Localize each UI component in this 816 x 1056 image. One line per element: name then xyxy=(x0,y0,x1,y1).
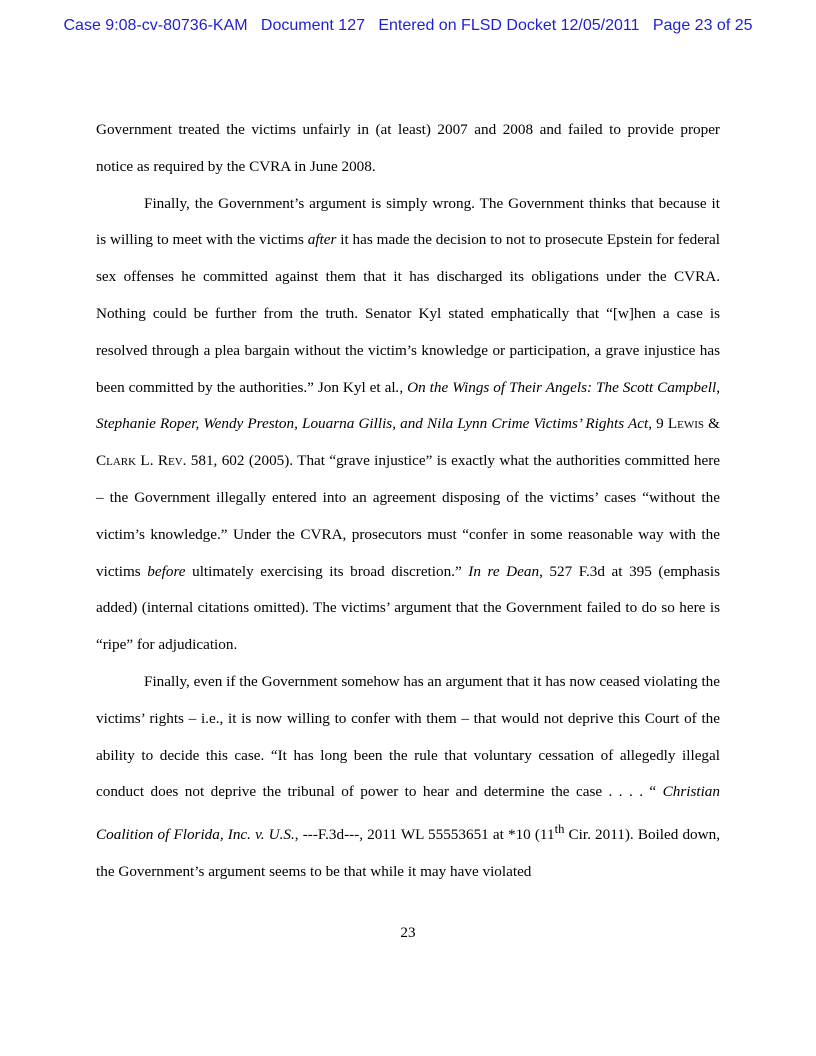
paragraph-3 xyxy=(96,664,720,891)
journal-rev: Rev xyxy=(157,452,183,470)
document-body xyxy=(96,112,720,891)
paragraph-2-text-3: , 9 xyxy=(648,415,668,433)
case-header: Case 9:08-cv-80736-KAM Document 127 Entered on FLSD Docket 12/05/2011 Page 23 of 25 xyxy=(63,17,753,34)
page-number: 23 xyxy=(400,924,416,941)
paragraph-3-text-1: Finally, even if the Government somehow has an argument that it has now ceased violating the victims’ rights – i.e., it is now willing to confer with them – that would not deprive this Court of the ability to decide this case. “It has long been the rule that voluntary cessation of allegedly illegal conduct does not deprive the tribunal of power to hear and determine the case . . . . “ xyxy=(96,672,720,801)
paragraph-3-text-3: Cir. 2011). Boiled down, the Government’s argument seems to be that while it may have violated xyxy=(96,826,720,880)
journal-lewis: Lewis xyxy=(667,415,705,433)
paragraph-2-text-4: & xyxy=(704,415,720,433)
journal-clark: Clark xyxy=(96,452,137,470)
paragraph-2-text-8: , 527 F.3d at 395 (emphasis added) (internal citations omitted). The victims’ argument that the Government failed to do so here is “ripe” for adjudication. xyxy=(96,562,721,654)
paragraph-1-text-1: Government treated the victims unfairly in (at least) 2007 and 2008 and failed to provide proper notice as required by the CVRA in June 2008. xyxy=(96,121,720,175)
paragraph-1 xyxy=(96,112,720,186)
emphasis-before: before xyxy=(147,562,186,580)
citation-in-re-dean: In re Dean xyxy=(468,562,540,580)
citation-christian-coalition: Christian Coalition of Florida, Inc. v. U.S. xyxy=(96,783,720,844)
emphasis-after: after xyxy=(307,231,337,249)
ordinal-superscript: th xyxy=(554,822,565,837)
paragraph-2-text-6: . 581, 602 (2005). That “grave injustice” is exactly what the authorities committed here – the Government illegally entered into an agreement disposing of the victims’ cases “without the victim’s knowledge.” Under the CVRA, prosecutors must “confer in some reasonable way with the victims xyxy=(96,452,721,580)
paragraph-3-text-2: , ---F.3d---, 2011 WL 55553651 at *10 (11 xyxy=(294,826,555,844)
paragraph-2-text-1: Finally, the Government’s argument is simply wrong. The Government thinks that because it is willing to meet with the victims xyxy=(96,194,720,249)
citation-kyl-article-title: ., On the Wings of Their Angels: The Scott Campbell, Stephanie Roper, Wendy Preston, Louarna Gillis, and Nila Lynn Crime Victims’ Rights Act xyxy=(96,378,720,433)
paragraph-2-text-2: it has made the decision to not to prosecute Epstein for federal sex offenses he committed against them that it has discharged its obligations under the CVRA. Nothing could be further from the truth. Senator Kyl stated emphatically that “[w]hen a case is resolved through a plea bargain without the victim’s knowledge or participation, a grave injustice has been committed by the authorities.” Jon Kyl et al xyxy=(96,231,720,396)
paragraph-2-text-7: ultimately exercising its broad discretion.” xyxy=(185,562,469,580)
paragraph-2 xyxy=(96,186,720,664)
paragraph-2-text-5: L. xyxy=(136,452,158,470)
